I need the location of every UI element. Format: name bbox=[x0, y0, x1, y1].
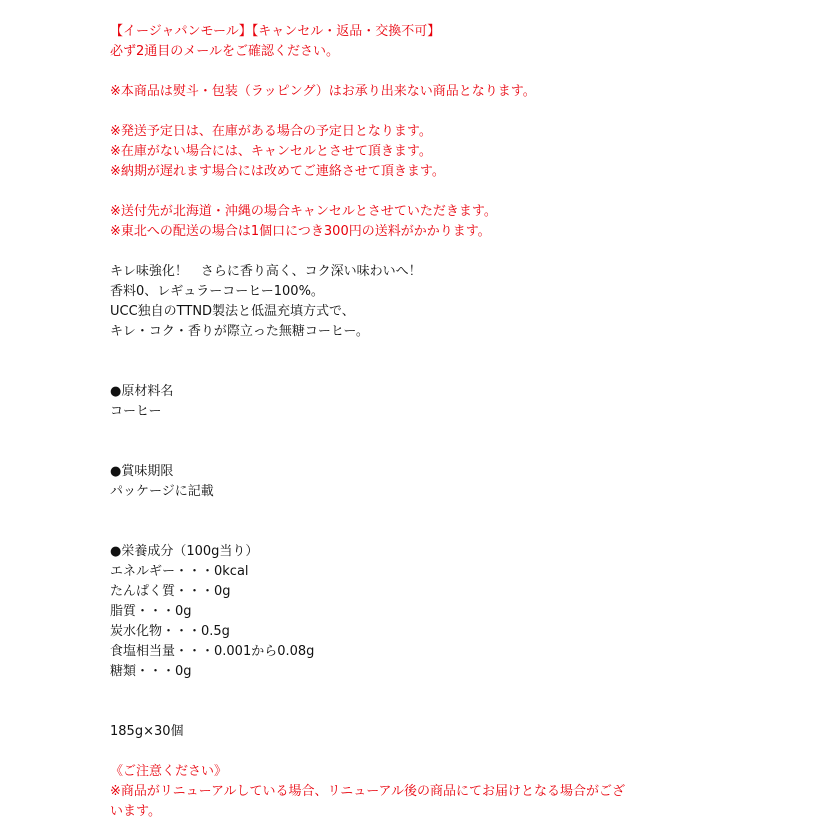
description-line: 香料0、レギュラーコーヒー100%。 bbox=[110, 284, 324, 299]
nutrition-item: 糖類・・・0g bbox=[110, 664, 192, 679]
nutrition-item: 炭水化物・・・0.5g bbox=[110, 624, 230, 639]
shipping-notice-line: ※納期が遅れます場合には改めてご連絡させて頂きます。 bbox=[110, 164, 445, 179]
package-size: 185g×30個 bbox=[110, 724, 184, 739]
shipping-notice-line: ※在庫がない場合には、キャンセルとさせて頂きます。 bbox=[110, 144, 432, 159]
nutrition-heading: ●栄養成分（100g当り） bbox=[110, 544, 259, 559]
delivery-notice-line: ※送付先が北海道・沖縄の場合キャンセルとさせていただきます。 bbox=[110, 204, 497, 219]
delivery-notice-line: ※東北への配送の場合は1個口につき300円の送料がかかります。 bbox=[110, 224, 491, 239]
ingredients-heading: ●原材料名 bbox=[110, 384, 174, 399]
description-line: キレ・コク・香りが際立った無糖コーヒー。 bbox=[110, 324, 369, 339]
product-description bbox=[110, 22, 670, 822]
expiry-value: パッケージに記載 bbox=[110, 484, 214, 499]
wrapping-notice: ※本商品は熨斗・包装（ラッピング）はお承り出来ない商品となります。 bbox=[110, 84, 536, 99]
nutrition-item: 脂質・・・0g bbox=[110, 604, 192, 619]
ingredients-value: コーヒー bbox=[110, 404, 162, 419]
caution-line: います。 bbox=[110, 804, 161, 819]
caution-heading: 《ご注意ください》 bbox=[110, 764, 228, 779]
store-notice-header: 【イージャパンモール】【キャンセル・返品・交換不可】 bbox=[110, 24, 441, 39]
shipping-notice-line: ※発送予定日は、在庫がある場合の予定日となります。 bbox=[110, 124, 432, 139]
nutrition-item: エネルギー・・・0kcal bbox=[110, 564, 249, 579]
nutrition-item: 食塩相当量・・・0.001から0.08g bbox=[110, 644, 315, 659]
description-line: UCC独自のTTND製法と低温充填方式で、 bbox=[110, 304, 355, 319]
expiry-heading: ●賞味期限 bbox=[110, 464, 174, 479]
nutrition-item: たんぱく質・・・0g bbox=[110, 584, 231, 599]
description-line: キレ味強化！ さらに香り高く、コク深い味わいへ！ bbox=[110, 264, 422, 279]
email-notice: 必ず2通目のメールをご確認ください。 bbox=[110, 44, 340, 59]
caution-line: ※商品がリニューアルしている場合、リニューアル後の商品にてお届けとなる場合がござ bbox=[110, 784, 626, 799]
